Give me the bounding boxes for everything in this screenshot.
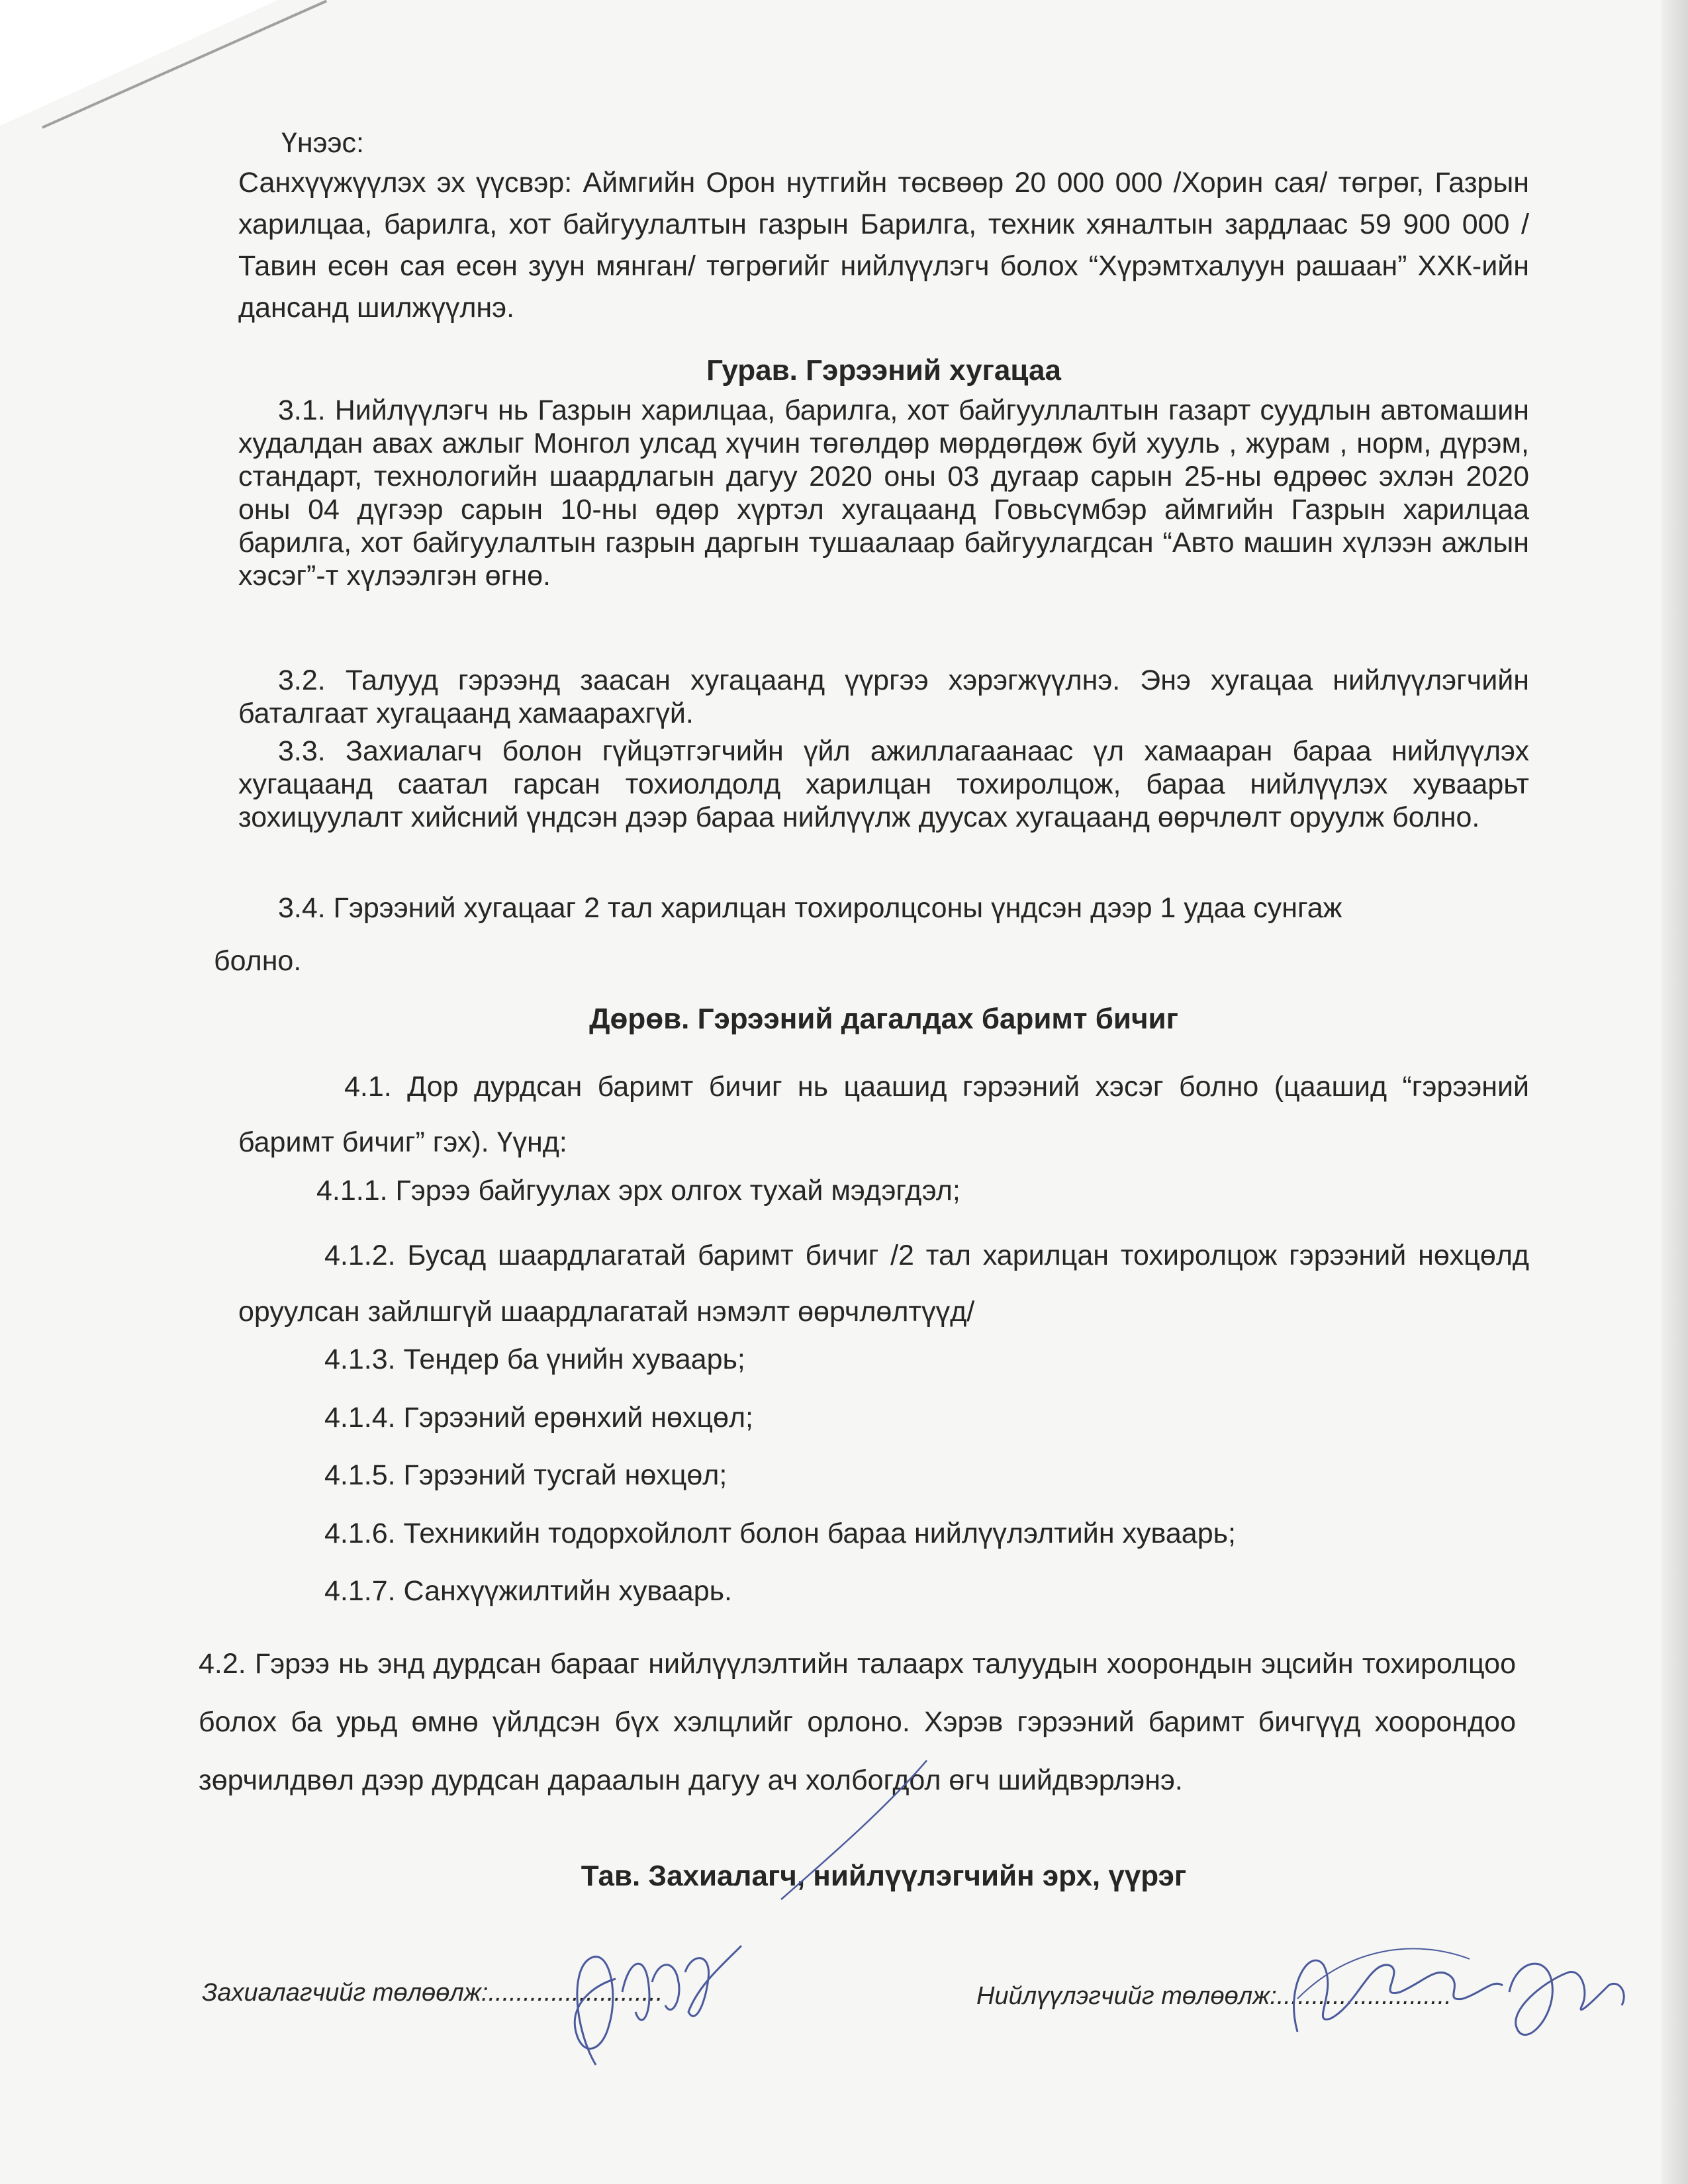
clause-3-4: 3.4. Гэрээний хугацааг 2 тал харилцан тохиролцсоны үндсэн дээр 1 удаа сунгаж	[278, 892, 1342, 924]
clause-3-3: 3.3. Захиалагч болон гүйцэтгэгчийн үйл ажиллагаанаас үл хамааран бараа нийлүүлэх хугацаанд саатал гарсан тохиолдолд харилцан тохиролцож, бараа нийлүүлэх хуваарьт зохицуулалт хийсний үндсэн дээр бараа нийлүүлж дуусах хугацаанд өөрчлөлт оруулж болно.	[238, 735, 1529, 833]
clause-4-1-4: 4.1.4. Гэрээний ерөнхий нөхцөл;	[324, 1402, 754, 1433]
clause-3-1: 3.1. Нийлүүлэгч нь Газрын харилцаа, барилга, хот байгууллалтын газарт суудлын автомашин худалдан авах ажлыг Монгол улсад хүчин төгөлдөр мөрдөгдөж буй хууль , журам , норм, дүрэм, стандарт, технологийн шаардлагын дагуу 2020 оны 03 дугаар сарын 25-ны өдрөөс эхлэн 2020 оны 04 дүгээр сарын 10-ны өдөр хүртэл хугацаанд Говьсүмбэр аймгийн Газрын харилцаа барилга, хот байгуулалтын газрын даргын тушаалаар байгуулагдсан “Авто машин хүлээн ажлын хэсэг”-т хүлээлгэн өгнө.	[238, 394, 1529, 592]
clause-3-4-continuation: болно.	[214, 945, 302, 977]
clause-4-1-2: 4.1.2. Бусад шаардлагатай баримт бичиг /2 тал харилцан тохиролцож гэрээний нөхцөлд оруулсан зайлшгүй шаардлагатай нэмэлт өөрчлөлтүүд/	[238, 1240, 1529, 1328]
page-corner-fold	[0, 0, 278, 126]
funding-paragraph: Санхүүжүүлэх эх үүсвэр: Аймгийн Орон нутгийн төсвөөр 20 000 000 /Хорин сая/ төгрөг, Газрын харилцаа, барилга, хот байгуулалтын газрын Барилга, техник хяналтын зардлаас 59 900 000 /Тавин есөн сая есөн зуун мянган/ төгрөгийг нийлүүлэгч болох “Хүрэмтхалуун рашаан” ХХК-ийн дансанд шилжүүлнэ.	[238, 167, 1529, 324]
section-4-heading: Дөрөв. Гэрээний дагалдах баримт бичиг	[589, 1003, 1178, 1035]
section-5-heading: Тав. Захиалагч, нийлүүлэгчийн эрх, үүрэг	[581, 1860, 1187, 1892]
clause-4-1-3: 4.1.3. Тендер ба үнийн хуваарь;	[324, 1343, 745, 1375]
clause-3-2: 3.2. Талууд гэрээнд заасан хугацаанд үүргээ хэрэгжүүлнэ. Энэ хугацаа нийлүүлэгчийн баталгаат хугацаанд хамаарахгүй.	[238, 664, 1529, 729]
clause-4-1-6: 4.1.6. Техникийн тодорхойлолт болон бараа нийлүүлэлтийн хуваарь;	[324, 1518, 1236, 1549]
customer-signature-label: Захиалагчийг төлөөлж:.........................	[202, 1979, 663, 2007]
clause-4-1-7: 4.1.7. Санхүүжилтийн хуваарь.	[324, 1575, 732, 1607]
scan-edge-shadow	[1662, 0, 1688, 2184]
price-label: Үнээс:	[281, 127, 364, 159]
supplier-signature-label: Нийлүүлэгчийг төлөөлж:.........................	[976, 1982, 1452, 2010]
clause-4-2: 4.2. Гэрээ нь энд дурдсан барааг нийлүүлэлтийн талаарх талуудын хоорондын эцсийн тохиролцоо болох ба урьд өмнө үйлдсэн бүх хэлцлийг орлоно. Хэрэв гэрээний баримт бичгүүд хоорондоо зөрчилдвөл дээр дурдсан дараалын дагуу ач холбогдол өгч шийдвэрлэнэ.	[199, 1648, 1516, 1796]
customer-signature	[530, 1933, 755, 2078]
clause-4-1-1: 4.1.1. Гэрээ байгуулах эрх олгох тухай мэдэгдэл;	[316, 1175, 961, 1206]
pen-stroke-mark	[768, 1754, 940, 1906]
supplier-signature	[1271, 1919, 1642, 2065]
clause-4-1: 4.1. Дор дурдсан баримт бичиг нь цаашид гэрээний хэсэг болно (цаашид “гэрээний баримт бичиг” гэх). Үүнд:	[238, 1071, 1529, 1158]
clause-4-1-5: 4.1.5. Гэрээний тусгай нөхцөл;	[324, 1459, 727, 1491]
section-3-heading: Гурав. Гэрээний хугацаа	[706, 354, 1061, 387]
